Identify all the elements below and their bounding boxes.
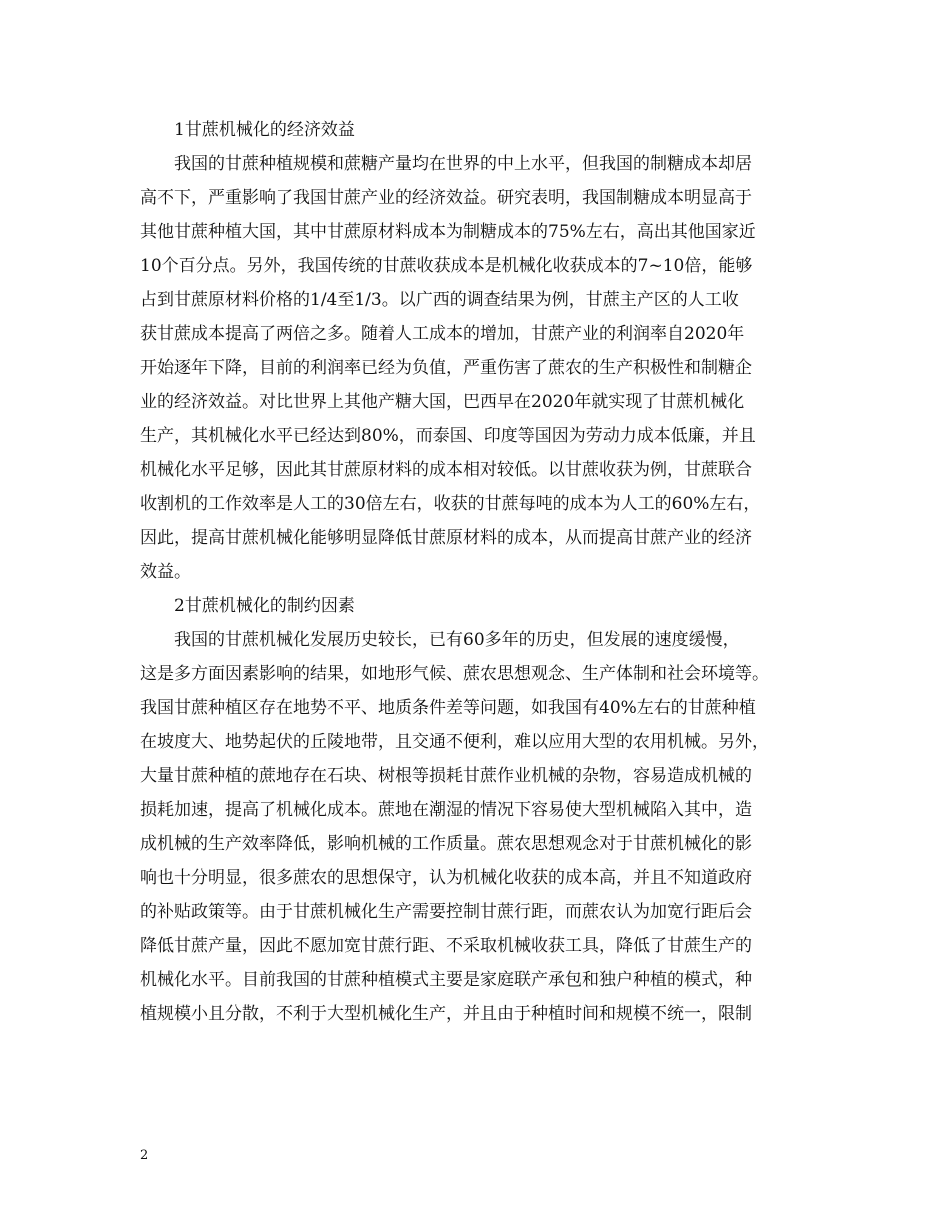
paragraph-line: 损耗加速，提高了机械化成本。蔗地在潮湿的情况下容易使大型机械陷入其中，造 <box>140 800 752 820</box>
paragraph-line: 在坡度大、地势起伏的丘陵地带，且交通不便利，难以应用大型的农用机械。另外， <box>140 732 769 752</box>
page-number: 2 <box>140 1148 149 1163</box>
document-body <box>140 113 830 1031</box>
paragraph-line: 开始逐年下降，目前的利润率已经为负值，严重伤害了蔗农的生产积极性和制糖企 <box>140 358 752 378</box>
paragraph-line: 收割机的工作效率是人工的30倍左右，收获的甘蔗每吨的成本为人工的60%左右， <box>140 494 761 514</box>
paragraph-line: 我国甘蔗种植区存在地势不平、地质条件差等问题，如我国有40%左右的甘蔗种植 <box>140 698 756 718</box>
paragraph-line: 其他甘蔗种植大国，其中甘蔗原材料成本为制糖成本的75%左右，高出其他国家近 <box>140 222 756 242</box>
paragraph-line: 成机械的生产效率降低，影响机械的工作质量。蔗农思想观念对于甘蔗机械化的影 <box>140 834 752 854</box>
paragraph-line: 机械化水平。目前我国的甘蔗种植模式主要是家庭联产承包和独户种植的模式，种 <box>140 970 752 990</box>
section-heading-1: 1甘蔗机械化的经济效益 <box>174 120 355 140</box>
paragraph-line: 大量甘蔗种植的蔗地存在石块、树根等损耗甘蔗作业机械的杂物，容易造成机械的 <box>140 766 752 786</box>
paragraph-line: 高不下，严重影响了我国甘蔗产业的经济效益。研究表明，我国制糖成本明显高于 <box>140 188 752 208</box>
paragraph-line: 我国的甘蔗机械化发展历史较长，已有60多年的历史，但发展的速度缓慢， <box>174 630 740 650</box>
paragraph-line: 业的经济效益。对比世界上其他产糖大国，巴西早在2020年就实现了甘蔗机械化 <box>140 392 745 412</box>
paragraph-line: 这是多方面因素影响的结果，如地形气候、蔗农思想观念、生产体制和社会环境等。 <box>140 664 769 684</box>
paragraph-line: 机械化水平足够，因此其甘蔗原材料的成本相对较低。以甘蔗收获为例，甘蔗联合 <box>140 460 752 480</box>
paragraph-line: 植规模小且分散，不利于大型机械化生产，并且由于种植时间和规模不统一，限制 <box>140 1004 752 1024</box>
paragraph-line: 10个百分点。另外，我国传统的甘蔗收获成本是机械化收获成本的7~10倍，能够 <box>140 256 753 276</box>
paragraph-line: 生产，其机械化水平已经达到80%，而泰国、印度等国因为劳动力成本低廉，并且 <box>140 426 756 446</box>
paragraph-line: 获甘蔗成本提高了两倍之多。随着人工成本的增加，甘蔗产业的利润率自2020年 <box>140 324 745 344</box>
paragraph-line: 因此，提高甘蔗机械化能够明显降低甘蔗原材料的成本，从而提高甘蔗产业的经济 <box>140 528 752 548</box>
section-1-paragraph <box>140 147 830 589</box>
paragraph-line: 效益。 <box>140 562 191 582</box>
section-2-paragraph <box>140 623 830 1031</box>
section-heading-2: 2甘蔗机械化的制约因素 <box>174 596 355 616</box>
paragraph-line: 我国的甘蔗种植规模和蔗糖产量均在世界的中上水平，但我国的制糖成本却居 <box>174 154 752 174</box>
paragraph-line: 响也十分明显，很多蔗农的思想保守，认为机械化收获的成本高，并且不知道政府 <box>140 868 752 888</box>
paragraph-line: 的补贴政策等。由于甘蔗机械化生产需要控制甘蔗行距，而蔗农认为加宽行距后会 <box>140 902 752 922</box>
paragraph-line: 占到甘蔗原材料价格的1/4至1/3。以广西的调查结果为例，甘蔗主产区的人工收 <box>140 290 739 310</box>
paragraph-line: 降低甘蔗产量，因此不愿加宽甘蔗行距、不采取机械收获工具，降低了甘蔗生产的 <box>140 936 752 956</box>
